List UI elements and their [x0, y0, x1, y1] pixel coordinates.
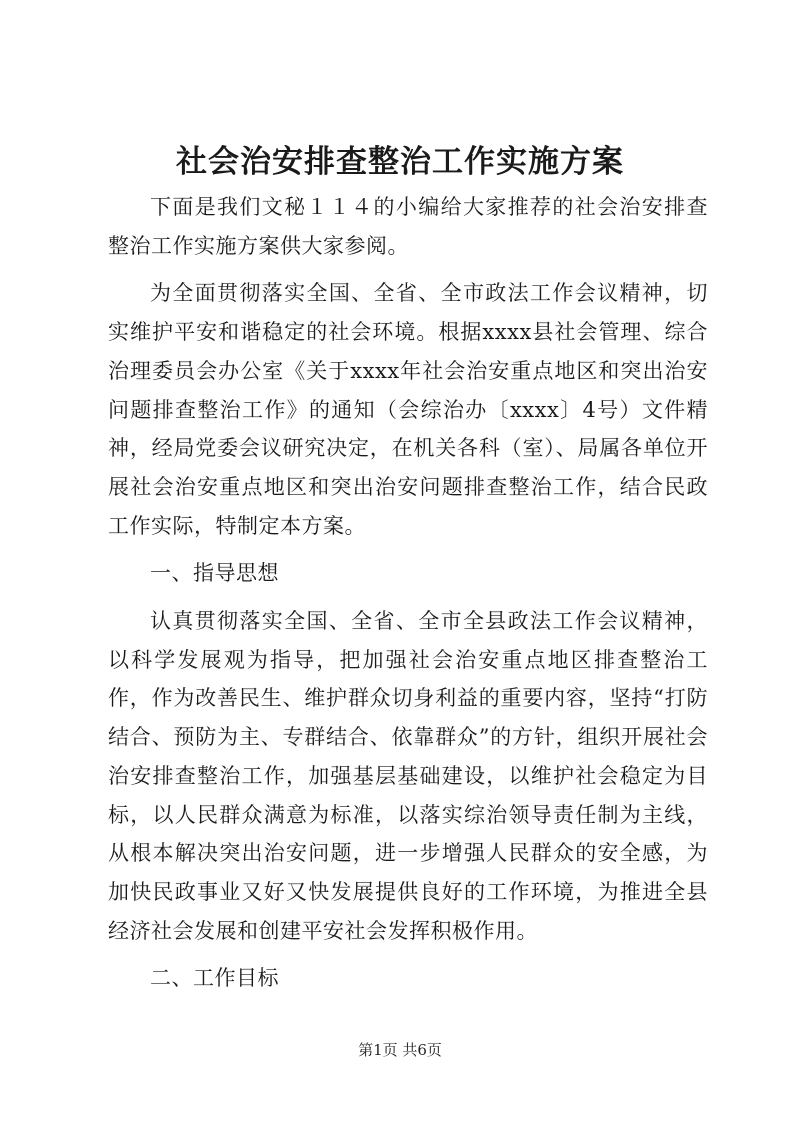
intro-paragraph: 下面是我们文秘１１４的小编给大家推荐的社会治安排查整治工作实施方案供大家参阅。: [108, 195, 708, 258]
section-heading-work-goals: 二、工作目标: [150, 966, 279, 991]
page-number-footer: 第1页 共6页: [358, 1041, 442, 1059]
section-heading-guiding-ideology: 一、指导思想: [150, 561, 279, 586]
guiding-ideology-paragraph: 认真贯彻落实全国、全省、全市全县政法工作会议精神，以科学发展观为指导，把加强社会治安重点地区排查整治工作，作为改善民生、维护群众切身利益的重要内容，坚持“打防结合、预防为主、专群结合、依靠群众”的方针，组织开展社会治安排查整治工作，加强基层基础建设，以维护社会稳定为目标，以人民群众满意为标准，以落实综治领导责任制为主线，从根本解决突出治安问题，进一步增强人民群众的安全感，为加快民政事业又好又快发展提供良好的工作环境，为推进全县经济社会发展和创建平安社会发挥积极作用。: [108, 609, 708, 943]
document-body: [108, 188, 708, 998]
document-title: 社会治安排查整治工作实施方案: [176, 144, 624, 180]
background-paragraph: 为全面贯彻落实全国、全省、全市政法工作会议精神，切实维护平安和谐稳定的社会环境。根据xxxx县社会管理、综合治理委员会办公室《关于xxxx年社会治安重点地区和突出治安问题排查整治工作》的通知（会综治办〔xxxx〕4号）文件精神，经局党委会议研究决定，在机关各科（室）、局属各单位开展社会治安重点地区和突出治安问题排查整治工作，结合民政工作实际，特制定本方案。: [108, 281, 708, 538]
